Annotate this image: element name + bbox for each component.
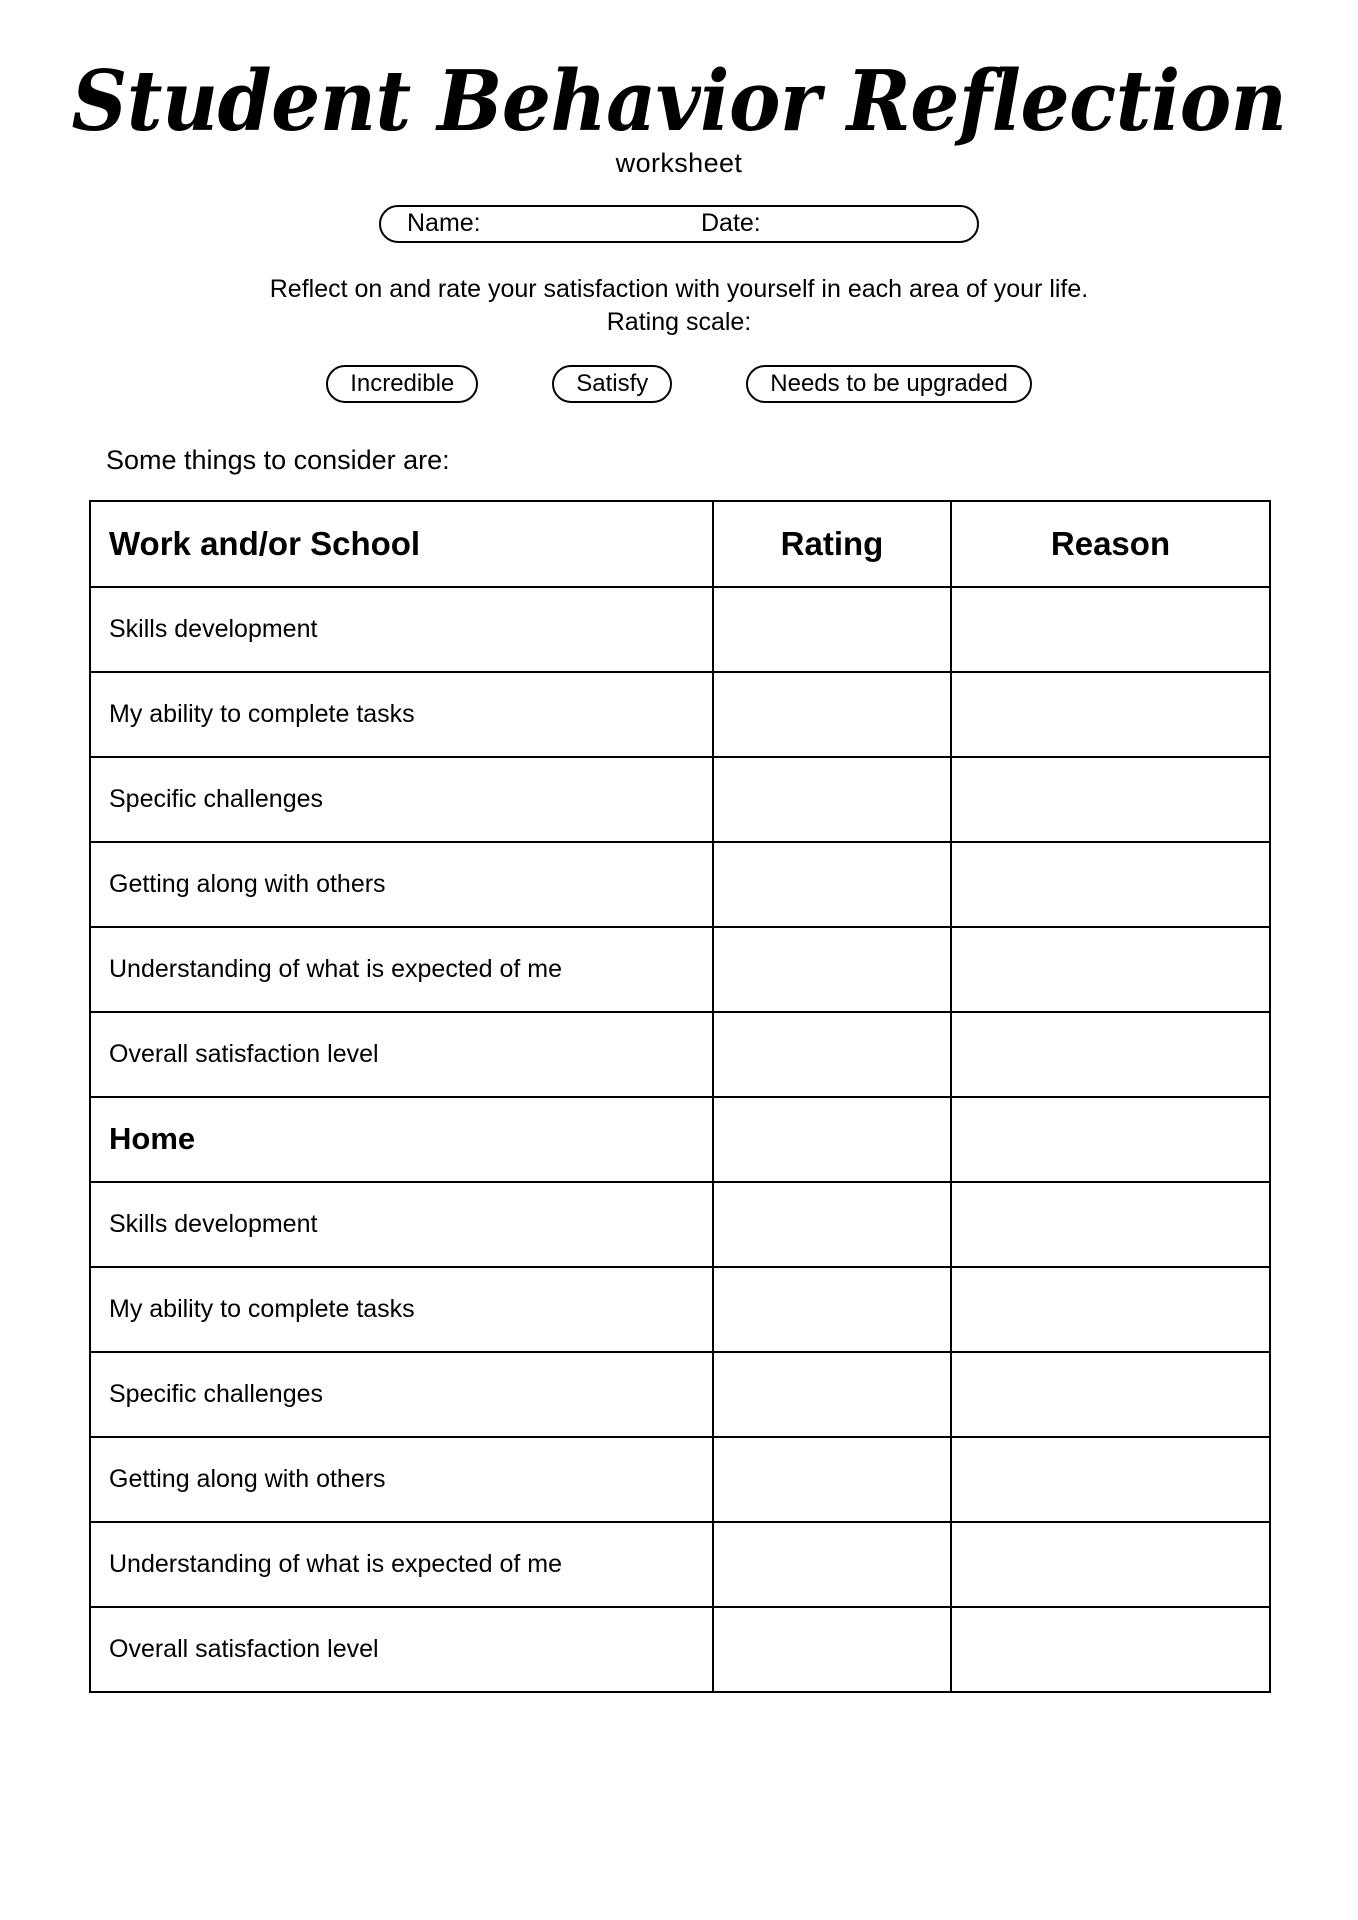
table-row xyxy=(90,842,1270,927)
header-reason: Reason xyxy=(951,501,1270,587)
reason-cell[interactable] xyxy=(951,1352,1270,1437)
name-date-field[interactable] xyxy=(379,205,979,243)
table-row xyxy=(90,1607,1270,1692)
rating-cell[interactable] xyxy=(713,1522,951,1607)
name-date-row xyxy=(0,205,1358,243)
table-row xyxy=(90,1267,1270,1352)
reason-cell[interactable] xyxy=(951,1437,1270,1522)
table-row xyxy=(90,1352,1270,1437)
row-label-cell: Specific challenges xyxy=(90,757,713,842)
row-label-cell: Understanding of what is expected of me xyxy=(90,927,713,1012)
row-label-cell: Getting along with others xyxy=(90,842,713,927)
rating-cell[interactable] xyxy=(713,1267,951,1352)
reason-cell[interactable] xyxy=(951,842,1270,927)
rating-option-needs-upgrade[interactable]: Needs to be upgraded xyxy=(746,365,1032,403)
consider-heading: Some things to consider are: xyxy=(106,444,450,475)
reason-cell[interactable] xyxy=(951,927,1270,1012)
table-row xyxy=(90,757,1270,842)
reason-cell[interactable] xyxy=(951,587,1270,672)
instructions-line-2: Rating scale: xyxy=(606,307,752,336)
table-row xyxy=(90,1522,1270,1607)
reason-cell[interactable] xyxy=(951,1012,1270,1097)
table-row xyxy=(90,1097,1270,1182)
rating-cell[interactable] xyxy=(713,927,951,1012)
name-label: Name: xyxy=(407,208,481,237)
row-label-cell: My ability to complete tasks xyxy=(90,672,713,757)
rating-cell[interactable] xyxy=(713,1012,951,1097)
rating-option-satisfy[interactable]: Satisfy xyxy=(552,365,672,403)
reason-cell[interactable] xyxy=(951,1607,1270,1692)
row-label-cell: Specific challenges xyxy=(90,1352,713,1437)
table-row xyxy=(90,927,1270,1012)
rating-cell[interactable] xyxy=(713,1097,951,1182)
row-label-cell: Understanding of what is expected of me xyxy=(90,1522,713,1607)
rating-cell[interactable] xyxy=(713,1182,951,1267)
header-category: Work and/or School xyxy=(90,501,713,587)
reason-cell[interactable] xyxy=(951,1267,1270,1352)
rating-cell[interactable] xyxy=(713,757,951,842)
reflection-table xyxy=(89,500,1271,1693)
section-header-cell: Home xyxy=(90,1097,713,1182)
table-header-row xyxy=(90,501,1270,587)
rating-cell[interactable] xyxy=(713,672,951,757)
table-row xyxy=(90,587,1270,672)
table-row xyxy=(90,1182,1270,1267)
row-label-cell: Skills development xyxy=(90,1182,713,1267)
row-label-cell: Overall satisfaction level xyxy=(90,1012,713,1097)
reason-cell[interactable] xyxy=(951,1522,1270,1607)
row-label-cell: Overall satisfaction level xyxy=(90,1607,713,1692)
row-label-cell: Skills development xyxy=(90,587,713,672)
page-title: Student Behavior Reflection xyxy=(71,52,1287,150)
instructions-line-1: Reflect on and rate your satisfaction with yourself in each area of your life. xyxy=(269,274,1089,303)
rating-cell[interactable] xyxy=(713,842,951,927)
date-label: Date: xyxy=(701,208,761,237)
header-rating: Rating xyxy=(713,501,951,587)
rating-cell[interactable] xyxy=(713,1437,951,1522)
title-block xyxy=(0,0,1358,179)
instructions-block xyxy=(0,273,1358,339)
reason-cell[interactable] xyxy=(951,757,1270,842)
table-row xyxy=(90,672,1270,757)
table-row xyxy=(90,1012,1270,1097)
rating-cell[interactable] xyxy=(713,1607,951,1692)
rating-option-incredible[interactable]: Incredible xyxy=(326,365,478,403)
reflection-table-body xyxy=(90,501,1270,1692)
row-label-cell: My ability to complete tasks xyxy=(90,1267,713,1352)
reason-cell[interactable] xyxy=(951,672,1270,757)
reflection-table-wrap xyxy=(89,500,1269,1693)
reason-cell[interactable] xyxy=(951,1182,1270,1267)
table-row xyxy=(90,1437,1270,1522)
rating-cell[interactable] xyxy=(713,1352,951,1437)
page-subtitle: worksheet xyxy=(615,147,743,178)
reason-cell[interactable] xyxy=(951,1097,1270,1182)
rating-cell[interactable] xyxy=(713,587,951,672)
rating-scale-row xyxy=(0,365,1358,403)
row-label-cell: Getting along with others xyxy=(90,1437,713,1522)
